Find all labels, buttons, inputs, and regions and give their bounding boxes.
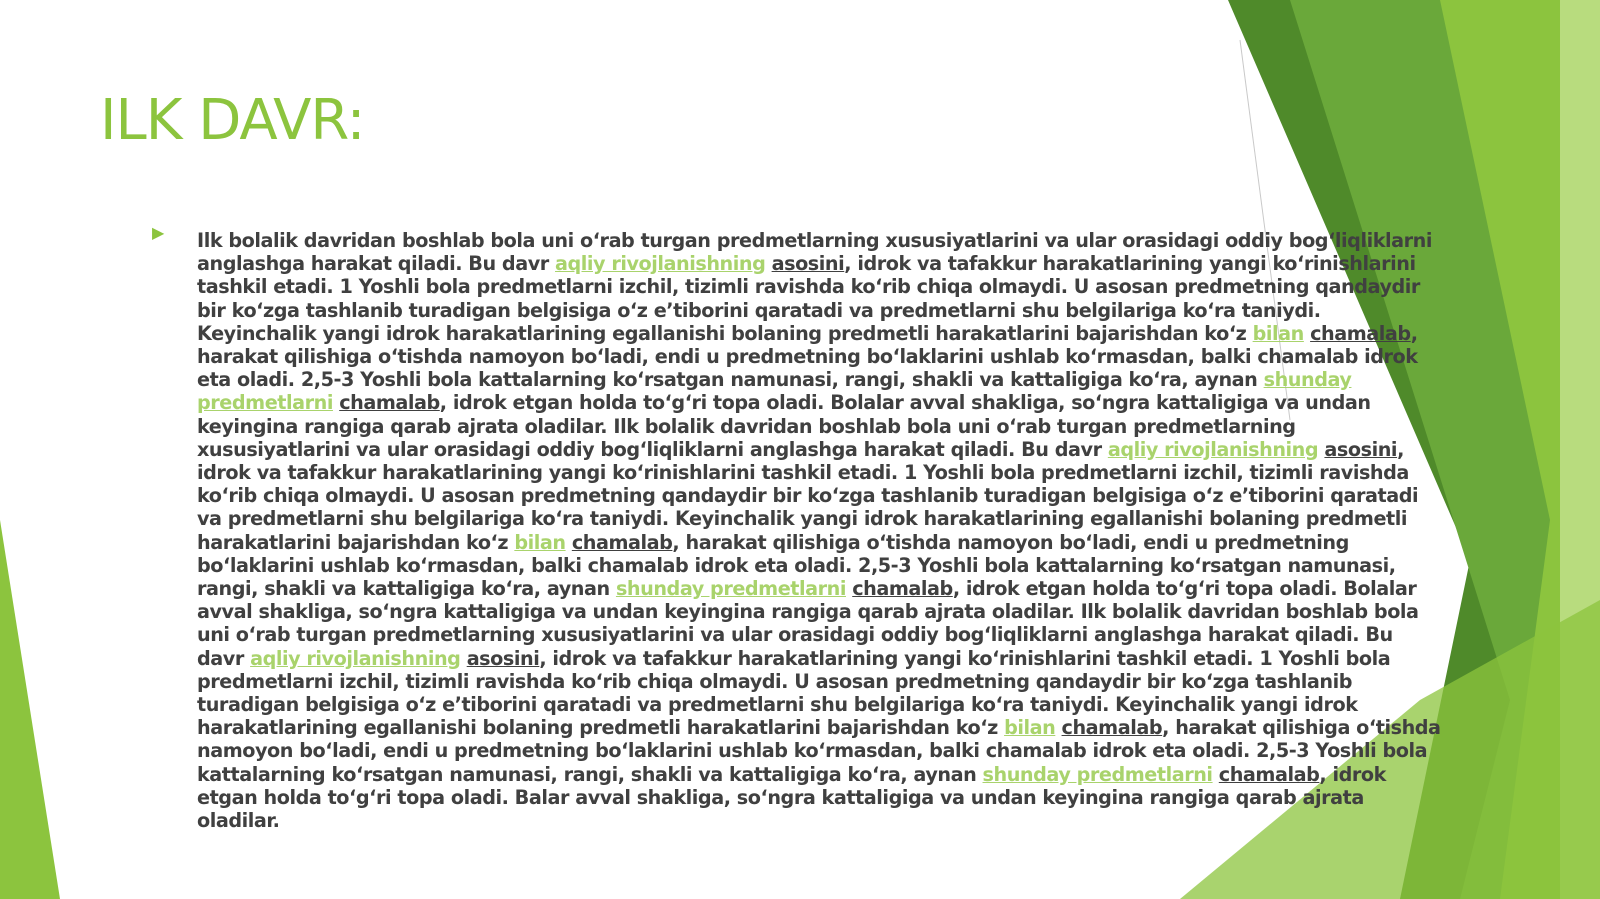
underlined-text: chamalab bbox=[1061, 716, 1163, 740]
text-run: , idrok va tafakkur harakatlarining yangi ko‘rinishlarini tashkil etadi. 1 Yoshli bola predmetlarni izchil, tizimli ravishda ko‘rib chiqa olmaydi. U asosan predmetning qandaydir bir ko‘zga tashlanib turadigan belgisiga o‘z e’tiborini qaratadi va predmetlarni shu belgilariga ko‘ra taniydi. Keyinchalik yangi idrok harakatlarining egallanishi bolaning predmetli harakatlarini bajarishdan ko‘z bbox=[197, 252, 1420, 345]
text-run: , idrok etgan holda to‘g‘ri topa oladi. Balar avval shakliga, so‘ngra kattaligiga va undan keyingina rangiga qarab ajrata oladilar. bbox=[197, 762, 1386, 833]
text-run: , idrok etgan holda to‘g‘ri topa oladi. Bolalar avval shakliga, so‘ngra kattaligiga va undan keyingina rangiga qarab ajrata oladilar. Ilk bolalik davridan boshlab bola uni o‘rab turgan predmetlarning xususiyatlarini va ular orasidagi oddiy bog‘liqliklarni anglashga harakat qiladi. Bu davr bbox=[197, 577, 1419, 670]
underlined-text: chamalab bbox=[571, 530, 673, 554]
text-run: , idrok etgan holda to‘g‘ri topa oladi. Bolalar avval shakliga, so‘ngra kattaligiga va undan keyingina rangiga qarab ajrata oladilar. Ilk bolalik davridan boshlab bola uni o‘rab turgan predmetlarning xususiyatlarini va ular orasidagi oddiy bog‘liqliklarni anglashga harakat qiladi. Bu davr bbox=[197, 391, 1371, 461]
text-run: , harakat qilishiga o‘tishda namoyon bo‘ladi, endi u predmetning bo‘laklarini ushlab ko‘rmasdan, balki chamalab idrok eta oladi. 2,5-3 Yoshli bola kattalarning ko‘rsatgan namunasi, rangi, shakli va kattaligiga ko‘ra, aynan bbox=[197, 716, 1441, 786]
hyperlink-text[interactable]: bilan bbox=[514, 530, 566, 554]
text-run: Ilk bolalik davridan boshlab bola uni o‘rab turgan predmetlarning xususiyatlarini va ular orasidagi oddiy bog‘liqliklarni anglashga harakat qiladi. Bu davr bbox=[197, 229, 1433, 276]
text-run: , harakat qilishiga o‘tishda namoyon bo‘ladi, endi u predmetning bo‘laklarini ushlab ko‘rmasdan, balki chamalab idrok eta oladi. 2,5-3 Yoshli bola kattalarning ko‘rsatgan namunasi, rangi, shakli va kattaligiga ko‘ra, aynan bbox=[197, 530, 1396, 601]
hyperlink-text[interactable]: shunday predmetlarni bbox=[197, 368, 1352, 415]
underlined-text: asosini bbox=[466, 646, 540, 670]
slide-body-paragraph bbox=[197, 229, 1442, 832]
underlined-text: asosini bbox=[771, 252, 845, 276]
hyperlink-text[interactable]: shunday predmetlarni bbox=[615, 577, 846, 601]
text-run: , harakat qilishiga o‘tishda namoyon bo‘ladi, endi u predmetning bo‘laklarini ushlab ko‘rmasdan, balki chamalab idrok eta oladi. 2,5-3 Yoshli bola kattalarning ko‘rsatgan namunasi, rangi, shakli va kattaligiga ko‘ra, aynan bbox=[197, 321, 1418, 392]
bullet-arrow-icon: ▶ bbox=[152, 223, 165, 242]
underlined-text: chamalab bbox=[1310, 321, 1411, 345]
hyperlink-text[interactable]: bilan bbox=[1004, 716, 1056, 740]
underlined-text: chamalab bbox=[1218, 762, 1320, 786]
underlined-text: chamalab bbox=[852, 577, 953, 601]
hyperlink-text[interactable]: aqliy rivojlanishning bbox=[555, 252, 766, 276]
hyperlink-text[interactable]: aqliy rivojlanishning bbox=[250, 646, 461, 670]
left-green-wedge bbox=[0, 520, 60, 899]
underlined-text: chamalab bbox=[339, 391, 440, 415]
text-run: , idrok va tafakkur harakatlarining yangi ko‘rinishlarini tashkil etadi. 1 Yoshli bola predmetlarni izchil, tizimli ravishda ko‘rib chiqa olmaydi. U asosan predmetning qandaydir bir ko‘zga tashlanib turadigan belgisiga o‘z e’tiborini qaratadi va predmetlarni shu belgilariga ko‘ra taniydi. Keyinchalik yangi idrok harakatlarining egallanishi bolaning predmetli harakatlarini bajarishdan ko‘z bbox=[197, 437, 1419, 554]
slide-title: ILK DAVR: bbox=[100, 88, 365, 153]
hyperlink-text[interactable]: bilan bbox=[1252, 321, 1304, 345]
hyperlink-text[interactable]: aqliy rivojlanishning bbox=[1107, 437, 1319, 461]
underlined-text: asosini bbox=[1324, 437, 1398, 461]
text-run: , idrok va tafakkur harakatlarining yangi ko‘rinishlarini tashkil etadi. 1 Yoshli bola predmetlarni izchil, tizimli ravishda ko‘rib chiqa olmaydi. U asosan predmetning qandaydir bir ko‘zga tashlanib turadigan belgisiga o‘z e’tiborini qaratadi va predmetlarni shu belgilariga ko‘ra taniydi. Keyinchalik yangi idrok harakatlarining egallanishi bolaning predmetli harakatlarini bajarishdan ko‘z bbox=[197, 646, 1391, 740]
hyperlink-text[interactable]: shunday predmetlarni bbox=[982, 762, 1213, 786]
